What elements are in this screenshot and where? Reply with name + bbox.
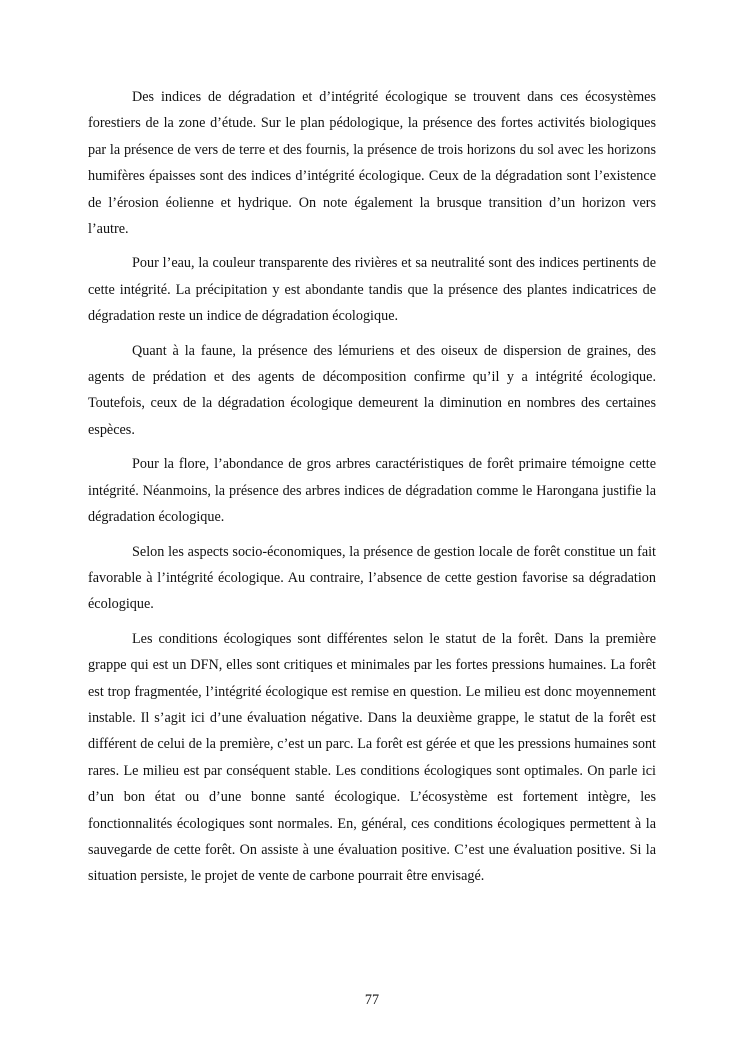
- paragraph-water: Pour l’eau, la couleur transparente des rivières et sa neutralité sont des indices pertinents de cette intégrité. La précipitation y est abondante tandis que la présence des plantes indicatrices de dégradation reste un indice de dégradation écologique.: [88, 255, 656, 325]
- paragraph-socio-economic: Selon les aspects socio-économiques, la présence de gestion locale de forêt constitue un fait favorable à l’intégrité écologique. Au contraire, l’absence de cette gestion favorise sa dégradation écologique.: [88, 543, 656, 613]
- page-body: [88, 84, 656, 898]
- paragraph-soil-indices: Des indices de dégradation et d’intégrité écologique se trouvent dans ces écosystèmes forestiers de la zone d’étude. Sur le plan pédologique, la présence des fortes activités biologiques par la présence de vers de terre et des fournis, la présence de trois horizons du sol avec les horizons humifères épaisses sont des indices d’intégrité écologique. Ceux de la dégradation sont l’existence de l’érosion éolienne et hydrique. On note également la brusque transition d’un horizon vers l’autre.: [88, 89, 656, 238]
- paragraph-ecological-conditions: Les conditions écologiques sont différentes selon le statut de la forêt. Dans la première grappe qui est un DFN, elles sont critiques et minimales par les fortes pressions humaines. La forêt est trop fragmentée, l’intégrité écologique est remise en question. Le milieu est donc moyennement instable. Il s’agit ici d’une évaluation négative. Dans la deuxième grappe, le statut de la forêt est différent de celui de la première, c’est un parc. La forêt est gérée et que les pressions humaines sont rares. Le milieu est par conséquent stable. Les conditions écologiques sont optimales. On parle ici d’un bon état ou d’une bonne santé écologique. L’écosystème est fortement intègre, les fonctionnalités écologiques sont normales. En, général, ces conditions écologiques permettent à la sauvegarde de cette forêt. On assiste à une évaluation positive. C’est une évaluation positive. Si la situation persiste, le projet de vente de carbone pourrait être envisagé.: [88, 630, 656, 885]
- paragraph-flora: Pour la flore, l’abondance de gros arbres caractéristiques de forêt primaire témoigne cette intégrité. Néanmoins, la présence des arbres indices de dégradation comme le Harongana justifie la dégradation écologique.: [88, 456, 656, 526]
- page-number: 77: [364, 992, 380, 1008]
- paragraph-fauna: Quant à la faune, la présence des lémuriens et des oiseux de dispersion de graines, des agents de prédation et des agents de décomposition confirme qu’il y a intégrité écologique. Toutefois, ceux de la dégradation écologique demeurent la diminution en nombres des certaines espèces.: [88, 342, 656, 438]
